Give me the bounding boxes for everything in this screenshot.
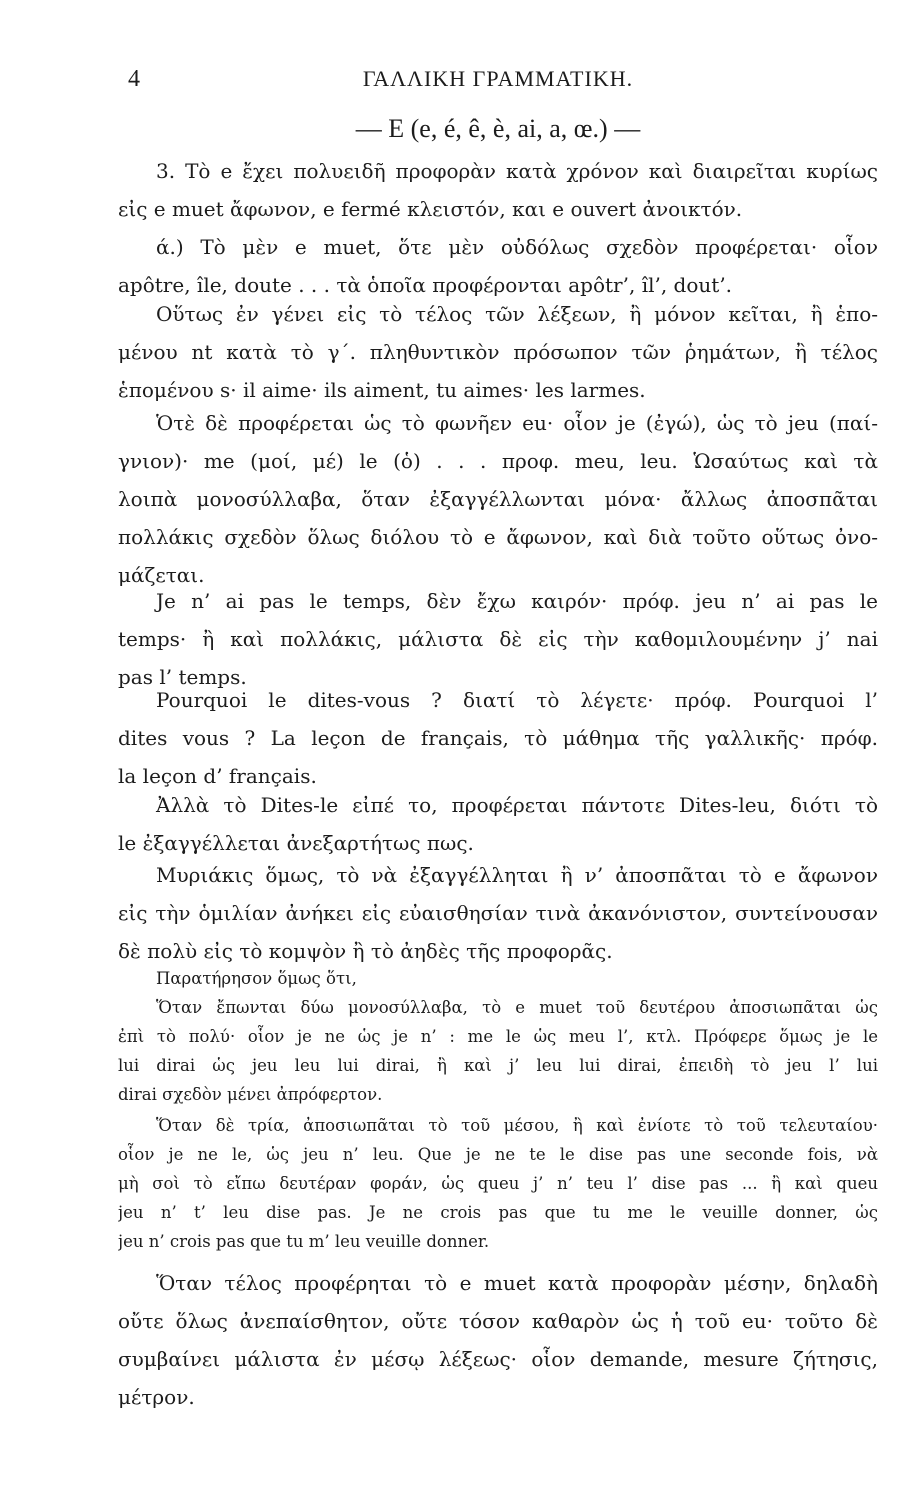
running-title: ΓΑΛΛΙΚΗ ΓΡΑΜΜΑΤΙΚΗ. [362,66,634,91]
text-line: apôtre, île, doute . . . τὰ ὁποῖα προφέρονται apôtr’, îl’, dout’. [118,273,733,297]
text-line: εἰς τὴν ὁμιλίαν ἀνήκει εἰς εὐαισθησίαν τινὰ ἀκανόνιστον, συντείνουσαν [118,901,878,925]
text-line: Pourquoi le dites-vous ? διατί τὸ λέγετε· πρόφ. Pourquoi l’ [156,688,878,712]
paragraph [118,228,878,304]
text-line: λοιπὰ μονοσύλλαβα, ὅταν ἐξαγγέλλωνται μόνα· ἄλλως ἀποσπᾶται [118,487,878,511]
text-line: dirai σχεδὸν μένει ἀπρόφερτον. [118,1085,383,1104]
text-line: ά.) Τὸ μὲν e muet, ὅτε μὲν οὐδόλως σχεδὸν προφέρεται· οἷον [156,235,878,259]
text-line: jeu n’ t’ leu dise pas. Je ne crois pas que tu me le veuille donner, ὡς [118,1203,878,1222]
page-number: 4 [128,66,141,92]
text-line: δὲ πολὺ εἰς τὸ κομψὸν ἢ τὸ ἀηδὲς τῆς προφορᾶς. [118,939,613,963]
text-line: lui dirai ὡς jeu leu lui dirai, ἢ καὶ j’ leu lui dirai, ἐπειδὴ τὸ jeu l’ lui [118,1056,878,1075]
text-line: οἷον je ne le, ὡς jeu n’ leu. Que je ne te le dise pas une seconde fois, νὰ [118,1145,878,1164]
paragraph [118,1264,878,1416]
paragraph [118,152,878,228]
text-line: ἐπὶ τὸ πολύ· οἷον je ne ὡς je n’ : me le ὡς meu l’, κτλ. Πρόφερε ὅμως je le [118,1027,878,1046]
section-heading: — E (e, é, ê, è, ai, a, œ.) — [355,114,641,143]
paragraph [118,786,878,862]
text-line: 3. Τὸ e ἔχει πολυειδῆ προφορὰν κατὰ χρόνον καὶ διαιρεῖται κυρίως [156,159,878,183]
paragraph [118,681,878,795]
text-line: μὴ σοὶ τὸ εἴπω δευτέραν φοράν, ὡς queu j’ n’ teu l’ dise pas ... ἢ καὶ queu [118,1174,878,1193]
text-line: Ὅταν τέλος προφέρηται τὸ e muet κατὰ προφορὰν μέσην, δηλαδὴ [156,1271,878,1295]
text-line: εἰς e muet ἄφωνον, e fermé κλειστόν, και e ouvert ἀνοικτόν. [118,197,743,221]
paragraph [118,964,878,993]
text-line: la leçon d’ français. [118,764,317,788]
text-line: Ἀλλὰ τὸ Dites-le εἰπέ το, προφέρεται πάντοτε Dites-leu, διότι τὸ [156,793,878,817]
text-line: dites vous ? La leçon de français, τὸ μάθημα τῆς γαλλικῆς· πρόφ. [118,726,878,750]
text-line: πολλάκις σχεδὸν ὅλως διόλου τὸ e ἄφωνον, καὶ διὰ τοῦτο οὕτως ὀνο- [118,525,878,549]
paragraph [118,1111,878,1256]
text-line: le ἐξαγγέλλεται ἀνεξαρτήτως πως. [118,831,474,855]
text-line: γνιον)· me (μοί, μέ) le (ὁ) . . . προφ. meu, leu. Ὡσαύτως καὶ τὰ [118,449,878,473]
paragraph [118,295,878,409]
paragraph [118,582,878,696]
text-line: Ὁτὲ δὲ προφέρεται ὡς τὸ φωνῆεν eu· οἷον je (ἐγώ), ὡς τὸ jeu (παί- [156,411,878,435]
running-header [118,66,878,100]
text-line: συμβαίνει μάλιστα ἐν μέσῳ λέξεως· οἷον demande, mesure ζήτησις, [118,1347,878,1371]
text-line: Je n’ ai pas le temps, δὲν ἔχω καιρόν· πρόφ. jeu n’ ai pas le [156,589,878,613]
text-line: ἑπομένου s· il aime· ils aiment, tu aimes· les larmes. [118,378,646,402]
text-line: μένου nt κατὰ τὸ γ΄. πληθυντικὸν πρόσωπον τῶν ῥημάτων, ἢ τέλος [118,340,878,364]
text-line: Μυριάκις ὅμως, τὸ νὰ ἐξαγγέλληται ἢ ν’ ἀποσπᾶται τὸ e ἄφωνον [156,863,878,887]
text-line: pas l’ temps. [118,665,247,689]
paragraph [118,404,878,594]
text-line: Οὕτως ἐν γένει εἰς τὸ τέλος τῶν λέξεων, ἢ μόνον κεῖται, ἢ ἑπο- [156,302,878,326]
paragraph [118,856,878,970]
text-line: temps· ἢ καὶ πολλάκις, μάλιστα δὲ εἰς τὴν καθομιλουμένην j’ nai [118,627,878,651]
paragraph [118,993,878,1109]
text-line: μέτρον. [118,1385,195,1409]
text-line: Ὅταν ἔπωνται δύω μονοσύλλαβα, τὸ e muet τοῦ δευτέρου ἀποσιωπᾶται ὡς [156,998,878,1017]
text-line: jeu n’ crois pas que tu m’ leu veuille donner. [118,1232,490,1251]
text-line: Παρατήρησον ὅμως ὅτι, [156,969,357,988]
text-line: οὔτε ὅλως ἀνεπαίσθητον, οὔτε τόσον καθαρὸν ὡς ἡ τοῦ eu· τοῦτο δὲ [118,1309,878,1333]
text-line: Ὅταν δὲ τρία, ἀποσιωπᾶται τὸ τοῦ μέσου, ἢ καὶ ἐνίοτε τὸ τοῦ τελευταίου· [156,1116,878,1135]
text-line: μάζεται. [118,563,205,587]
